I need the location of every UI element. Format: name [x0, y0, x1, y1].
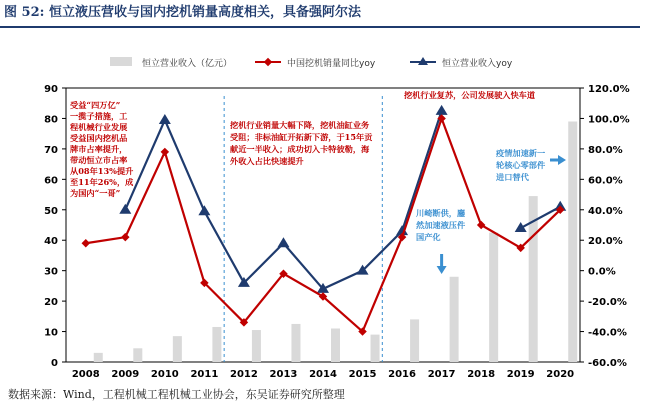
annotation-line: 外收入占比快速提升 — [230, 156, 304, 166]
annotation-line: 受益“四万亿” — [70, 100, 121, 110]
annotation-arrowhead — [437, 266, 447, 274]
figure-title: 图 52: 恒立液压营收与国内挖机销量高度相关，具备强阿尔法 — [4, 5, 361, 20]
annotation-line: 进口替代 — [496, 172, 529, 182]
x-tick-label: 2015 — [348, 369, 377, 380]
x-tick-label: 2017 — [427, 369, 456, 380]
revenue-bar — [568, 121, 577, 362]
annotation-line: 轮核心零部件 — [496, 160, 546, 170]
annotation-line: 疫情加速新一 — [496, 148, 546, 158]
left-tick-label: 60 — [44, 175, 58, 187]
left-tick-label: 70 — [44, 144, 58, 156]
x-tick-label: 2019 — [506, 369, 535, 380]
revenue-bar — [371, 335, 380, 362]
right-tick-label: -20.0% — [588, 297, 627, 309]
x-tick-label: 2008 — [71, 369, 100, 380]
right-tick-label: -60.0% — [588, 358, 627, 369]
revenue-yoy-line — [521, 207, 561, 228]
revenue-bar — [173, 336, 182, 362]
annotation-line: 献近一半收入；成功切入卡特彼勒，海 — [230, 144, 370, 154]
legend-label: 恒立营业收入yoy — [442, 59, 513, 69]
x-tick-label: 2018 — [467, 369, 496, 380]
right-tick-label: 0.0% — [588, 266, 616, 278]
right-tick-label: 100.0% — [588, 114, 630, 126]
left-tick-label: 40 — [44, 236, 58, 248]
annotation-line: 至11年26%，成 — [70, 177, 134, 187]
revenue-bar — [450, 277, 459, 362]
excavator-yoy-point — [82, 239, 90, 247]
legend-label: 恒立营业收入（亿元） — [142, 59, 233, 69]
legend-label: 中国挖机销量同比yoy — [287, 59, 376, 69]
right-tick-label: 20.0% — [588, 236, 623, 248]
right-tick-label: 40.0% — [588, 205, 623, 217]
annotation-line: 带动恒立市占率 — [70, 155, 128, 165]
left-tick-label: 90 — [44, 84, 58, 95]
revenue-bar — [291, 324, 300, 362]
source-note: 数据来源：Wind，工程机械工程机械工业协会，东吴证券研究所整理 — [8, 388, 345, 401]
revenue-bar — [331, 329, 340, 362]
annotation-line: 挖机行业销量大幅下降，挖机油缸业务 — [230, 120, 370, 130]
x-tick-label: 2013 — [269, 369, 298, 380]
annotation-line: 受阻；非标油缸开拓新下游，于15年贡 — [230, 132, 373, 142]
annotation-line: 为国内“一哥” — [70, 188, 121, 198]
left-tick-label: 80 — [44, 114, 58, 126]
annotation-line: 挖机行业复苏，公司发展驶入快车道 — [404, 90, 536, 100]
annotation-line: 然加速液压件 — [416, 220, 466, 230]
revenue-bar — [94, 353, 103, 362]
revenue-bar — [489, 233, 498, 362]
revenue-bar — [410, 319, 419, 362]
excavator-yoy-point — [121, 233, 129, 241]
revenue-bar — [252, 330, 261, 362]
revenue-yoy-point — [277, 237, 289, 247]
x-tick-label: 2014 — [309, 369, 337, 380]
revenue-yoy-point — [198, 205, 210, 215]
left-tick-label: 10 — [44, 327, 58, 339]
annotation-line: 从08年13%提升 — [70, 166, 134, 176]
x-tick-label: 2016 — [388, 369, 416, 380]
x-tick-label: 2012 — [230, 369, 258, 380]
x-tick-label: 2009 — [111, 369, 140, 380]
annotation-line: 受益国内挖机品 — [70, 133, 128, 143]
right-tick-label: -40.0% — [588, 327, 627, 339]
left-tick-label: 20 — [44, 297, 58, 309]
x-tick-label: 2020 — [546, 369, 575, 380]
annotation-line: 程机械行业发展 — [70, 122, 128, 132]
revenue-bar — [133, 348, 142, 362]
revenue-yoy-point — [119, 204, 131, 214]
annotation-line: 牌市占率提升， — [70, 144, 128, 154]
annotation-line: 国产化 — [416, 232, 441, 242]
x-tick-label: 2010 — [150, 369, 179, 380]
right-tick-label: 80.0% — [588, 144, 623, 156]
left-tick-label: 0 — [51, 358, 58, 369]
right-tick-label: 120.0% — [588, 84, 630, 95]
annotation-arrowhead — [558, 155, 566, 165]
x-tick-label: 2011 — [190, 369, 219, 380]
revenue-yoy-point — [436, 105, 448, 115]
excavator-yoy-point — [161, 148, 169, 156]
legend-swatch-bar — [110, 57, 132, 66]
left-tick-label: 30 — [44, 266, 58, 278]
legend-marker — [264, 58, 272, 66]
annotation-line: 一揽子措施，工 — [70, 111, 128, 121]
left-tick-label: 50 — [44, 205, 58, 217]
right-tick-label: 60.0% — [588, 175, 623, 187]
revenue-bar — [212, 327, 221, 362]
revenue-yoy-point — [159, 114, 171, 124]
revenue-yoy-point — [515, 222, 527, 232]
annotation-line: 川崎断供，鏖 — [416, 208, 466, 218]
